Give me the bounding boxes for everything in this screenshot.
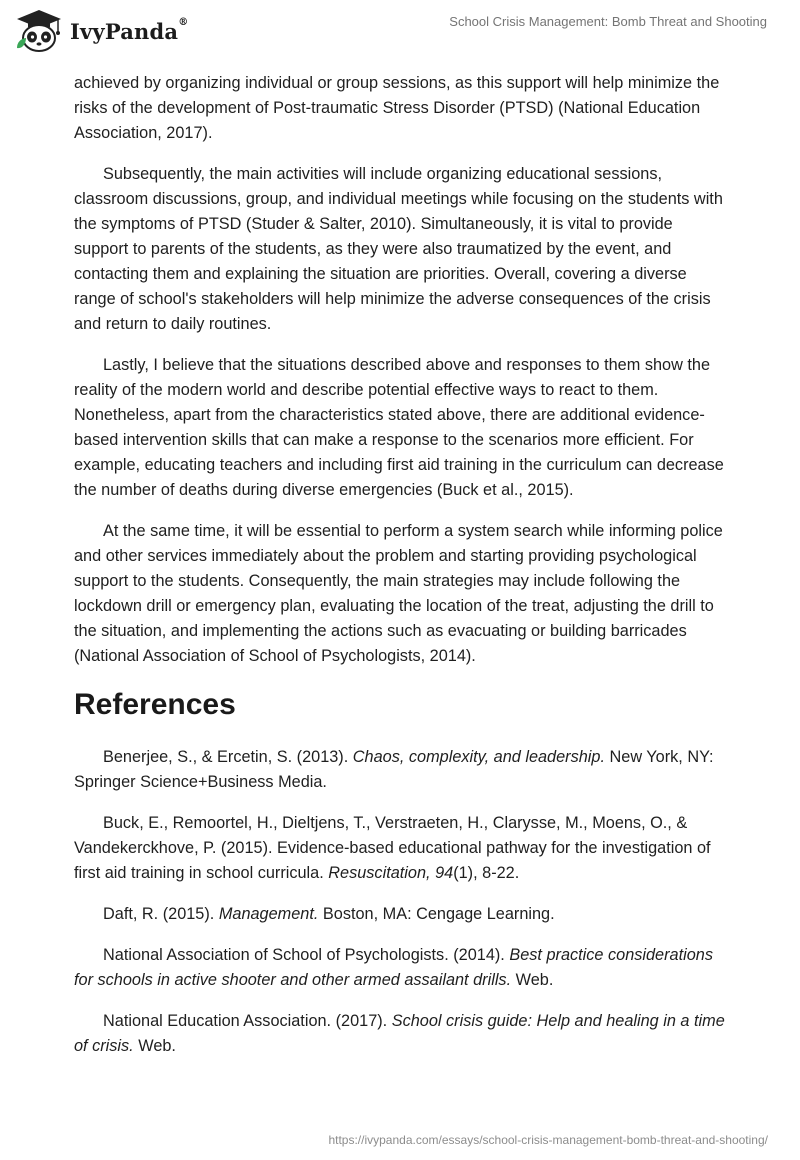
reference-entry: Benerjee, S., & Ercetin, S. (2013). Chaos, complexity, and leadership. New York, NY: Springer Science+Business Media. xyxy=(74,748,714,791)
references-heading: References xyxy=(74,688,236,721)
source-url-link[interactable]: https://ivypanda.com/essays/school-crisis-management-bomb-threat-and-shooting/ xyxy=(328,1133,768,1147)
reference-entry: National Education Association. (2017). School crisis guide: Help and healing in a time of crisis. Web. xyxy=(74,1012,725,1055)
body-paragraph: Lastly, I believe that the situations described above and responses to them show the reality of the modern world and describe potential effective ways to react to them. Nonetheless, apart from the characteristics stated above, there are additional evidence-based intervention skills that can make a response to the scenarios more efficient. For example, educating teachers and including first aid training in the curriculum can decrease the number of deaths during diverse emergencies (Buck et al., 2015). xyxy=(74,356,724,499)
ivypanda-logo[interactable] xyxy=(14,8,188,54)
reference-entry: National Association of School of Psychologists. (2014). Best practice considerations for schools in active shooter and other armed assailant drills. Web. xyxy=(74,946,713,989)
body-paragraph: At the same time, it will be essential to perform a system search while informing police and other services immediately about the problem and starting providing psychological support to the students. Consequently, the main strategies may include following the lockdown drill or emergency plan, evaluating the location of the treat, adjusting the drill to the situation, and implementing the actions such as evacuating or building barricades (National Association of School of Psychologists, 2014). xyxy=(74,522,723,665)
document-body xyxy=(74,71,730,1075)
body-paragraph: achieved by organizing individual or group sessions, as this support will help minimize the risks of the development of Post-traumatic Stress Disorder (PTSD) (National Education Association, 2017). xyxy=(74,74,720,142)
reference-entry: Daft, R. (2015). Management. Boston, MA: Cengage Learning. xyxy=(103,905,555,923)
panda-mascot-icon xyxy=(14,8,64,54)
logo-text: IvyPanda® xyxy=(70,16,189,44)
reference-entry: Buck, E., Remoortel, H., Dieltjens, T., Verstraeten, H., Clarysse, M., Moens, O., & Vandekerckhove, P. (2015). Evidence-based educational pathway for the investigation of first aid training in school curricula. Resuscitation, 94(1), 8-22. xyxy=(74,814,711,882)
running-title: School Crisis Management: Bomb Threat and Shooting xyxy=(449,14,767,29)
page-header xyxy=(0,0,800,70)
body-paragraph: Subsequently, the main activities will include organizing educational sessions, classroom discussions, group, and individual meetings while focusing on the students with the symptoms of PTSD (Studer & Salter, 2010). Simultaneously, it is vital to provide support to parents of the students, as they were also traumatized by the event, and contacting them and explaining the situation are priorities. Overall, covering a diverse range of school's stakeholders will help minimize the adverse consequences of the crisis and return to daily routines. xyxy=(74,165,723,333)
